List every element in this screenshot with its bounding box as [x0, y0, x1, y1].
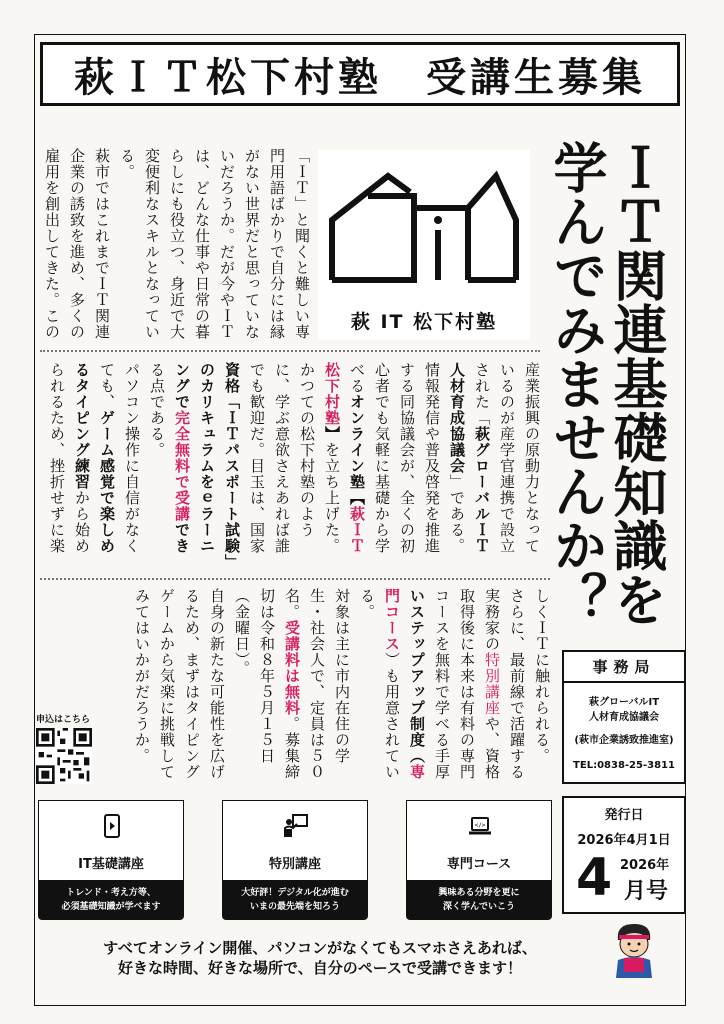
text: 名。 [283, 588, 301, 620]
course-desc [406, 880, 552, 920]
text: のカリキュラムをｅラーニ [198, 362, 216, 554]
svg-text:</>: </> [474, 822, 486, 829]
article-line: 萩市ではこれまでＩＴ関連 [93, 148, 111, 340]
footer-line-1: すべてオンライン開催、パソコンがなくてもスマホさえあれば、 [103, 939, 537, 957]
article-line [404, 588, 429, 784]
text: 実務家の [483, 588, 501, 652]
article-line: 対象は主に市内在住の学 [333, 588, 351, 764]
article-line: さらに、最前線で活躍する [508, 588, 526, 780]
article-bottom [106, 588, 554, 784]
footer-message [40, 938, 600, 978]
course-desc-line: トレンド・考え方等、 [66, 888, 156, 898]
text: いるのが産学官連携で設立 [498, 362, 516, 554]
issue-year: 2026年 [620, 858, 670, 873]
course-card-special[interactable] [222, 800, 368, 922]
article-line: （金曜日）。 [233, 588, 251, 677]
office-box [562, 650, 686, 784]
course-card-top [406, 800, 552, 882]
course-card-top [38, 800, 184, 882]
course-desc [222, 880, 368, 920]
logo-caption: 萩 IT 松下村塾 [350, 311, 498, 333]
lecturer-board-icon [283, 813, 309, 839]
course-card-basic[interactable] [38, 800, 184, 922]
text: オンライン塾【 [348, 394, 366, 506]
logo [318, 150, 530, 340]
highlight: 受講料は無料 [283, 620, 301, 716]
text: 資格「ＩＴパスポート試験」 [223, 362, 241, 570]
office-org-line1: 萩グローバルIT [588, 697, 660, 708]
text: ）も用意されてい [383, 652, 401, 780]
article-top [43, 148, 314, 344]
course-desc [38, 880, 184, 920]
article-line: コースを無料で学べる手厚 [433, 588, 451, 780]
mascot-illustration [604, 918, 664, 980]
article-line: 情報発信や普及啓発を推進 [423, 362, 441, 554]
text: でき [173, 522, 191, 554]
course-desc-line: 興味ある分野を更に [438, 888, 520, 898]
qr-code-icon[interactable] [36, 728, 92, 784]
course-desc-line: 大好評！デジタル化が進む [241, 888, 349, 898]
article-line: 雇用を創出してきた。この [43, 148, 61, 340]
article-line [494, 362, 519, 572]
article-line: する同協議会が、全くの初 [398, 362, 416, 554]
course-name: IT基礎講座 [78, 857, 144, 872]
article-line: いだろうか。だが今やＩＴ [218, 148, 236, 340]
article-line: られるため、挫折せずに楽 [48, 362, 66, 554]
article-line: がない世界だと思っていな [243, 148, 261, 340]
article-line: る点である。 [148, 362, 166, 458]
article-line [469, 362, 494, 572]
text: べる [348, 362, 366, 394]
article-line [169, 362, 194, 572]
article-line [479, 588, 504, 784]
page-title: 萩ＩＴ松下村塾 受講生募集 [74, 54, 646, 101]
issue-number [564, 848, 684, 908]
article-line: 自身の新たな可能性を広げ [208, 588, 226, 780]
headline-line-1: ＩＴ関連基礎知識を [605, 140, 668, 626]
article-line: る。 [358, 588, 376, 620]
text: 。募集締 [283, 716, 301, 780]
article-line [194, 362, 219, 572]
article-line: かつての松下村塾のよう [298, 362, 316, 538]
office-org-line2: 人材育成協議会 [589, 712, 659, 723]
article-line: ゲームから気楽に挑戦して [158, 588, 176, 780]
course-name: 特別講座 [268, 857, 321, 872]
article-line [219, 362, 244, 572]
footer-line-2: 好きな時間、好きな場所で、自分のペースで受講できます！ [118, 959, 522, 977]
course-card-expert[interactable] [406, 800, 552, 922]
article-line [69, 362, 94, 572]
text: ゲーム感覚で楽しめ [98, 410, 116, 554]
course-desc-line: いまの最先端を知ろう [249, 902, 340, 912]
article-line [279, 588, 304, 784]
text: を立ち上げた。 [323, 442, 341, 554]
article-line: るため、まずはタイピング [183, 588, 201, 780]
headline-line-2: 学んでみませんか？ [545, 140, 608, 626]
title-banner [40, 42, 680, 106]
article-line: 「ＩＴ」と聞くと難しい専 [293, 148, 311, 340]
highlight: 完全無料で受講 [173, 410, 191, 522]
highlight: 松下村塾 [323, 362, 341, 426]
article-line: でも歓迎だ。目玉は、国家 [248, 362, 266, 554]
article-line: 切は令和８年５月１５日 [258, 588, 276, 764]
article-line: 取得後に本来は有料の専門 [458, 588, 476, 780]
laptop-code-icon [467, 813, 493, 839]
office-title: 事務局 [564, 652, 684, 683]
article-line: 産業振興の原動力となって [523, 362, 541, 554]
article-middle [48, 362, 544, 572]
article-line: 生・社会人で、定員は５０ [308, 588, 326, 780]
article-line: 門用語ばかりで自分には縁 [268, 148, 286, 340]
course-desc-line: 必須基礎知識が学べます [61, 902, 161, 912]
text: ても、 [98, 362, 116, 410]
article-line [319, 362, 344, 572]
text: や、資格 [483, 716, 501, 780]
article-line: パソコン操作に自信がなく [123, 362, 141, 554]
course-desc-line: 深く学んでいこう [442, 902, 515, 912]
org-name: 萩グローバルＩＴ [473, 426, 491, 554]
article-line [444, 362, 469, 572]
text: から始め [73, 490, 91, 554]
tablet-play-icon [99, 813, 125, 839]
text: 」である。 [448, 474, 466, 554]
article-line: みてはいかがだろうか。 [133, 588, 151, 764]
article-line: 心者でも気軽に基礎から学 [373, 362, 391, 554]
issue-month-suffix: 月号 [624, 879, 669, 904]
article-line [379, 588, 404, 784]
office-tel: TEL:0838-25-3811 [573, 760, 675, 771]
article-line [94, 362, 119, 572]
text: いステップアップ制度（ [408, 588, 426, 764]
divider-top [40, 350, 540, 352]
course-name: 専門コース [446, 857, 512, 872]
article-line: 企業の誘致を進め、多くの [68, 148, 86, 340]
text: ングで [173, 362, 191, 410]
issue-date: 2026年4月1日 [577, 833, 671, 848]
divider-mid [40, 578, 550, 580]
course-card-top [222, 800, 368, 882]
article-line: は、どんな仕事や日常の暮 [193, 148, 211, 340]
article-line: しくＩＴに触れられる。 [533, 588, 551, 764]
logo-house-icon [318, 150, 530, 300]
highlight: 萩ＩＴ [348, 506, 366, 554]
article-line: らしにも役立つ、身近で大 [168, 148, 186, 340]
article-line: る。 [118, 148, 136, 180]
article-line: に、学ぶ意欲さえあれば誰 [273, 362, 291, 554]
issue-label: 発行日 [604, 808, 644, 823]
highlight: 特別講座 [483, 652, 501, 716]
highlight: 門コース [383, 588, 401, 652]
text: された「 [473, 362, 491, 426]
office-dept: (萩市企業誘致推進室) [574, 735, 674, 746]
org-name: 人材育成協議会 [448, 362, 466, 474]
article-line [344, 362, 369, 572]
apply-label: 申込はこちら [36, 715, 91, 725]
headline [546, 140, 666, 640]
article-line: 変便利なスキルとなってい [143, 148, 161, 340]
highlight: 専 [408, 764, 426, 780]
issue-month-number: 4 [576, 848, 613, 908]
text: 】 [323, 426, 341, 442]
text: るタイピング練習 [73, 362, 91, 490]
issue-box [562, 796, 686, 914]
